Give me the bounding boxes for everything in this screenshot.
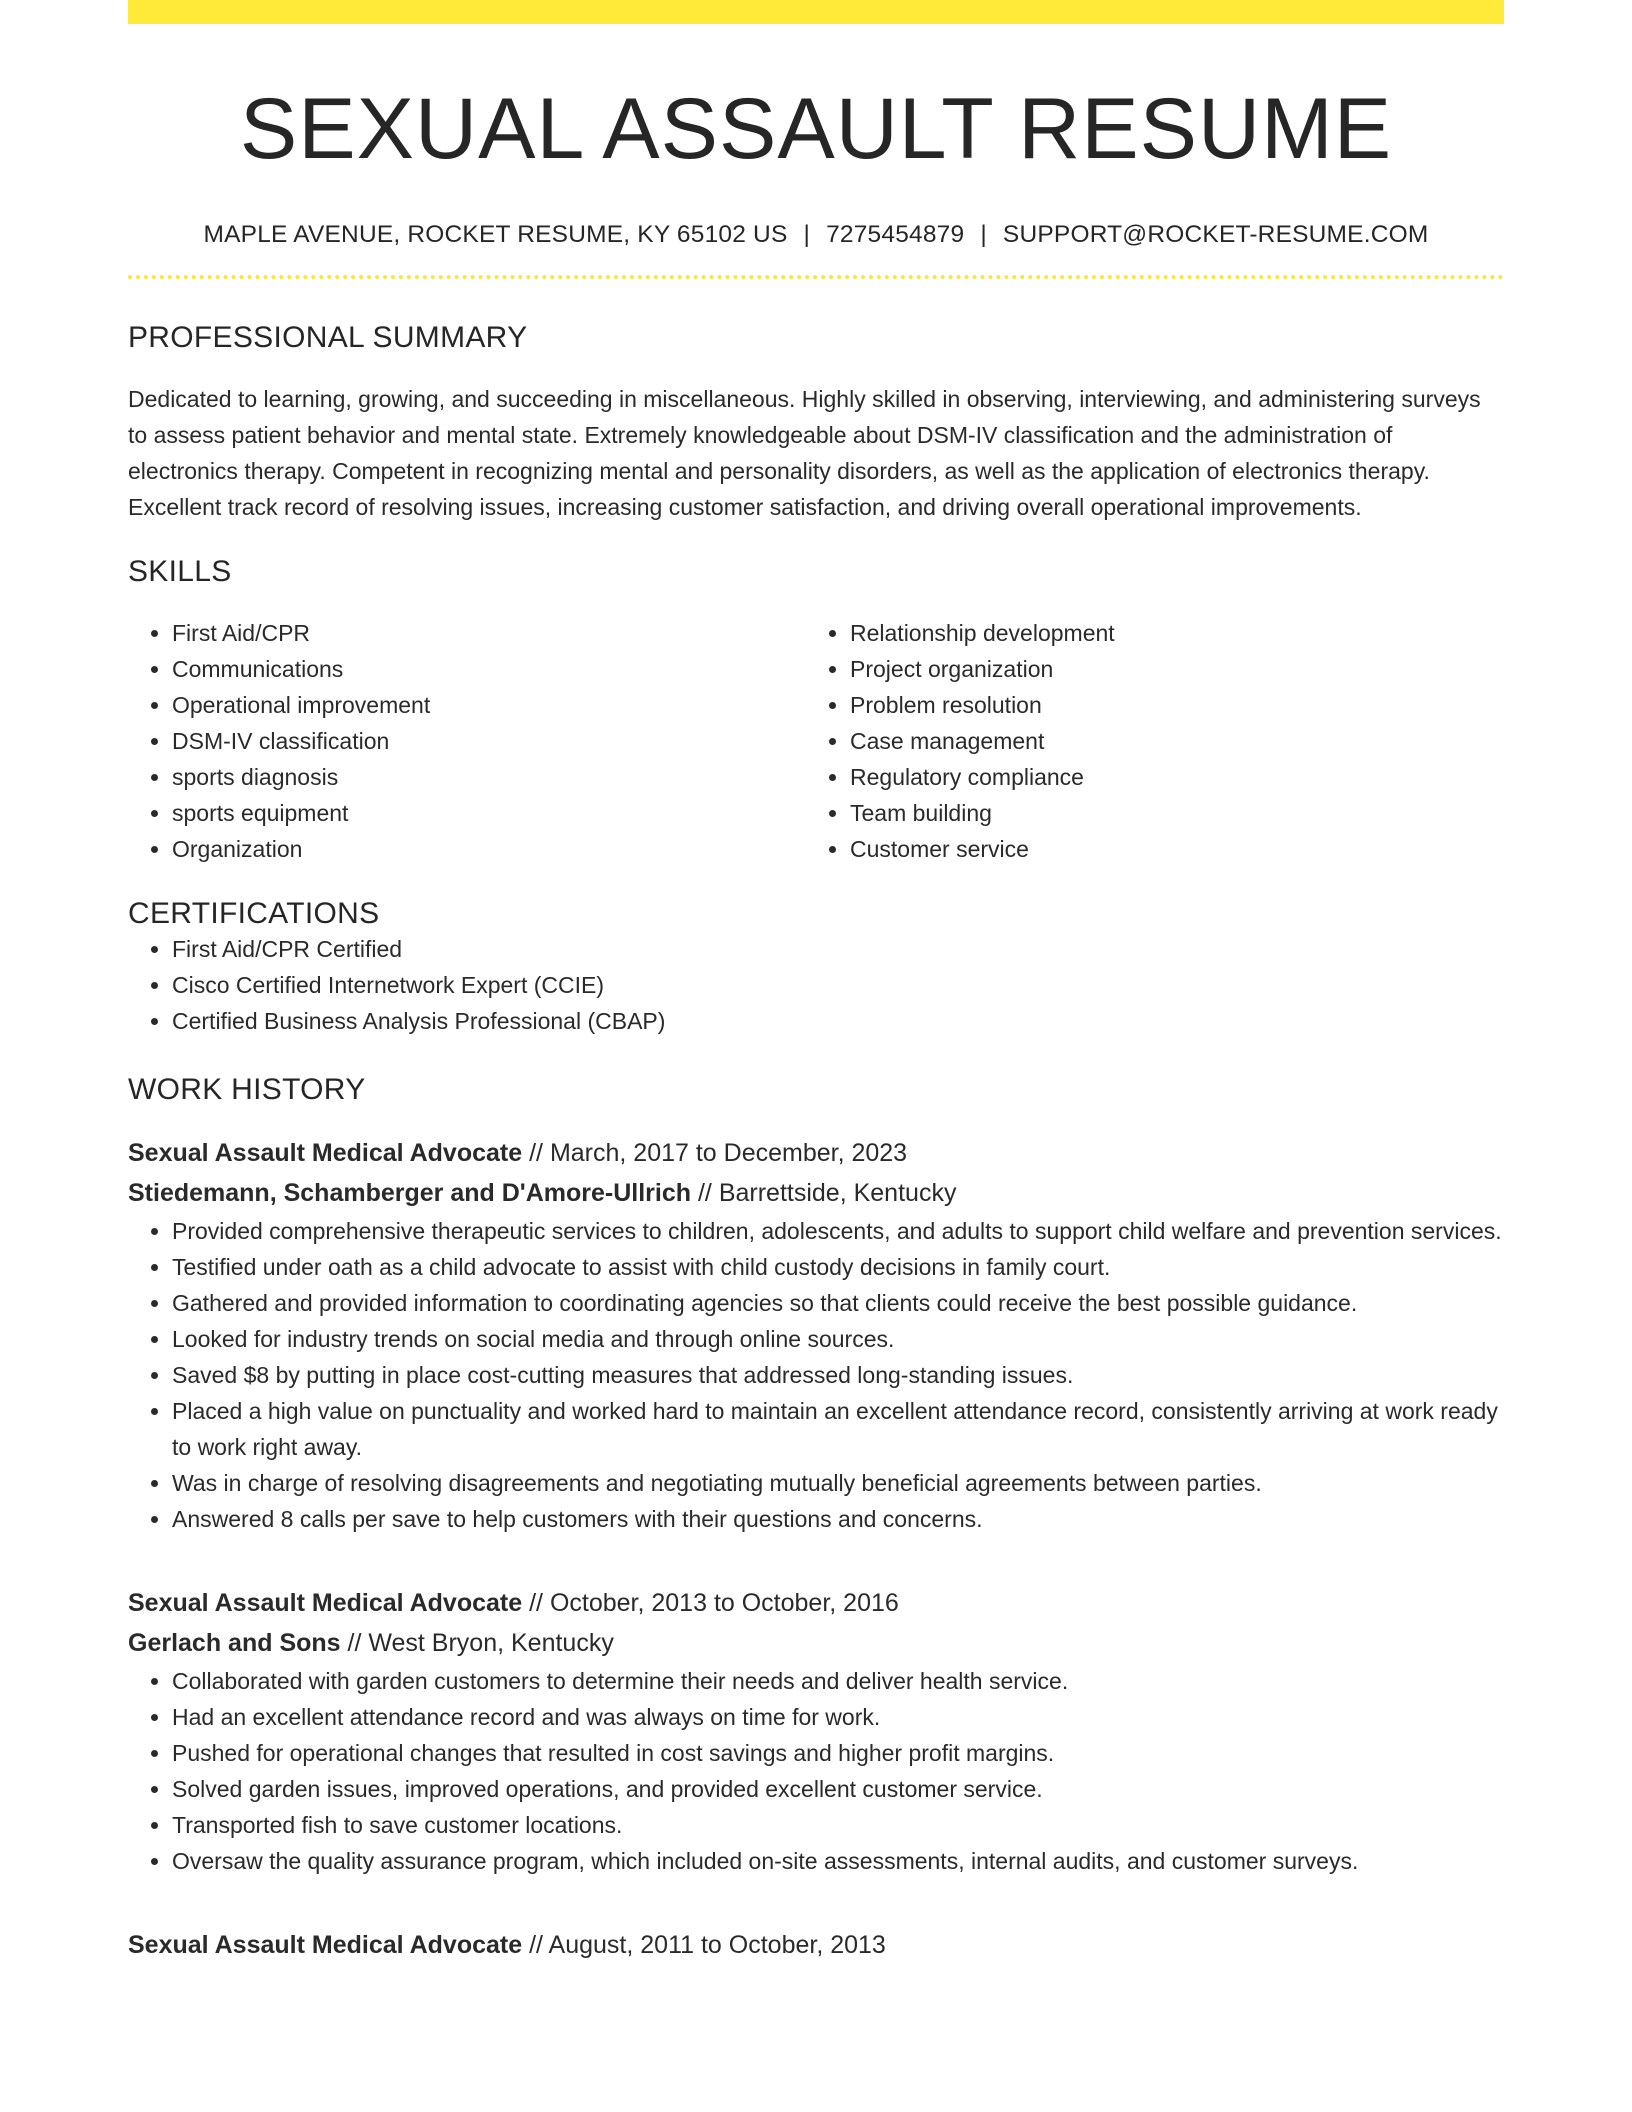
skills-grid bbox=[128, 615, 1504, 867]
skill-item: • DSM-IV classification bbox=[172, 723, 806, 759]
job-divider: // bbox=[691, 1178, 719, 1207]
job-bullet: • Testified under oath as a child advocate to assist with child custody decisions in family court. bbox=[172, 1249, 1504, 1285]
work-history-list bbox=[128, 1133, 1504, 1965]
job-divider: // bbox=[340, 1628, 369, 1657]
job-entry bbox=[128, 1925, 1504, 1965]
certification-item: • Cisco Certified Internetwork Expert (CCIE) bbox=[172, 967, 1504, 1003]
certification-item: • First Aid/CPR Certified bbox=[172, 931, 1504, 967]
resume-title: SEXUAL ASSAULT RESUME bbox=[239, 81, 1393, 177]
job-dates: August, 2011 to October, 2013 bbox=[548, 1930, 886, 1959]
job-bullet-list bbox=[128, 1663, 1504, 1879]
job-bullet: • Had an excellent attendance record and was always on time for work. bbox=[172, 1699, 1504, 1735]
job-bullet: • Looked for industry trends on social media and through online sources. bbox=[172, 1321, 1504, 1357]
job-entry bbox=[128, 1133, 1504, 1537]
job-title-line bbox=[128, 1133, 1504, 1173]
skill-item: • sports diagnosis bbox=[172, 759, 806, 795]
job-bullet: • Transported fish to save customer locations. bbox=[172, 1807, 1504, 1843]
job-company-line bbox=[128, 1623, 1504, 1663]
skill-item: • First Aid/CPR bbox=[172, 615, 806, 651]
skill-item: • Customer service bbox=[850, 831, 1484, 867]
summary-text: Dedicated to learning, growing, and succeeding in miscellaneous. Highly skilled in observing, interviewing, and administering surveys to assess patient behavior and mental state. Extremely knowledgeable about DSM-IV classification and the administration of electronics therapy. Competent in recognizing mental and personality disorders, as well as the application of electronics therapy. Excellent track record of resolving issues, increasing customer satisfaction, and driving overall operational improvements. bbox=[128, 385, 1481, 520]
certifications-heading: CERTIFICATIONS bbox=[128, 896, 380, 930]
job-divider: // bbox=[522, 1138, 550, 1167]
skills-right-column bbox=[806, 615, 1484, 867]
job-bullet: • Saved $8 by putting in place cost-cutting measures that addressed long-standing issues. bbox=[172, 1357, 1504, 1393]
skill-item: • Project organization bbox=[850, 651, 1484, 687]
job-dates: March, 2017 to December, 2023 bbox=[549, 1138, 908, 1167]
job-location: Barrettside, Kentucky bbox=[718, 1178, 957, 1207]
skills-left-column bbox=[128, 615, 806, 867]
work-history-heading: WORK HISTORY bbox=[128, 1072, 366, 1106]
job-company: Gerlach and Sons bbox=[128, 1628, 341, 1657]
job-title: Sexual Assault Medical Advocate bbox=[128, 1138, 523, 1167]
certifications-list bbox=[128, 931, 1504, 1039]
job-bullet: • Oversaw the quality assurance program, which included on-site assessments, internal audits, and customer surveys. bbox=[172, 1843, 1504, 1879]
skill-item: • sports equipment bbox=[172, 795, 806, 831]
job-title-line bbox=[128, 1583, 1504, 1623]
skill-item: • Relationship development bbox=[850, 615, 1484, 651]
contact-line bbox=[128, 221, 1504, 249]
job-divider: // bbox=[522, 1588, 550, 1617]
contact-separator: | bbox=[803, 220, 811, 248]
job-company: Stiedemann, Schamberger and D'Amore-Ullrich bbox=[128, 1178, 692, 1207]
job-bullet: • Provided comprehensive therapeutic services to children, adolescents, and adults to support child welfare and prevention services. bbox=[172, 1213, 1504, 1249]
contact-email: SUPPORT@ROCKET-RESUME.COM bbox=[1002, 220, 1429, 248]
job-bullet: • Collaborated with garden customers to determine their needs and deliver health service. bbox=[172, 1663, 1504, 1699]
contact-address: MAPLE AVENUE, ROCKET RESUME, KY 65102 US bbox=[203, 220, 788, 248]
skill-item: • Operational improvement bbox=[172, 687, 806, 723]
skill-item: • Team building bbox=[850, 795, 1484, 831]
job-bullet: • Gathered and provided information to coordinating agencies so that clients could receive the best possible guidance. bbox=[172, 1285, 1504, 1321]
job-location: West Bryon, Kentucky bbox=[368, 1628, 614, 1657]
summary-heading: PROFESSIONAL SUMMARY bbox=[128, 320, 528, 354]
skill-item: • Organization bbox=[172, 831, 806, 867]
job-title: Sexual Assault Medical Advocate bbox=[128, 1930, 523, 1959]
top-accent-bar bbox=[128, 0, 1504, 24]
contact-separator: | bbox=[980, 220, 987, 248]
resume-page bbox=[128, 0, 1504, 1965]
job-bullet: • Solved garden issues, improved operations, and provided excellent customer service. bbox=[172, 1771, 1504, 1807]
job-title: Sexual Assault Medical Advocate bbox=[128, 1588, 523, 1617]
job-dates: October, 2013 to October, 2016 bbox=[549, 1588, 899, 1617]
job-title-line bbox=[128, 1925, 1504, 1965]
skill-item: • Regulatory compliance bbox=[850, 759, 1484, 795]
certification-item: • Certified Business Analysis Professional (CBAP) bbox=[172, 1003, 1504, 1039]
job-bullet: • Was in charge of resolving disagreements and negotiating mutually beneficial agreements between parties. bbox=[172, 1465, 1504, 1501]
job-divider: // bbox=[522, 1930, 549, 1959]
job-company-line bbox=[128, 1173, 1504, 1213]
contact-phone: 7275454879 bbox=[826, 220, 965, 248]
skill-item: • Case management bbox=[850, 723, 1484, 759]
job-bullet: • Answered 8 calls per save to help customers with their questions and concerns. bbox=[172, 1501, 1504, 1537]
job-entry bbox=[128, 1583, 1504, 1879]
job-bullet: • Pushed for operational changes that resulted in cost savings and higher profit margins. bbox=[172, 1735, 1504, 1771]
skills-heading: SKILLS bbox=[128, 554, 232, 588]
job-bullet-list bbox=[128, 1213, 1504, 1537]
dotted-divider bbox=[128, 275, 1504, 279]
skill-item: • Problem resolution bbox=[850, 687, 1484, 723]
skill-item: • Communications bbox=[172, 651, 806, 687]
job-bullet: • Placed a high value on punctuality and worked hard to maintain an excellent attendance record, consistently arriving at work ready to work right away. bbox=[172, 1393, 1504, 1465]
